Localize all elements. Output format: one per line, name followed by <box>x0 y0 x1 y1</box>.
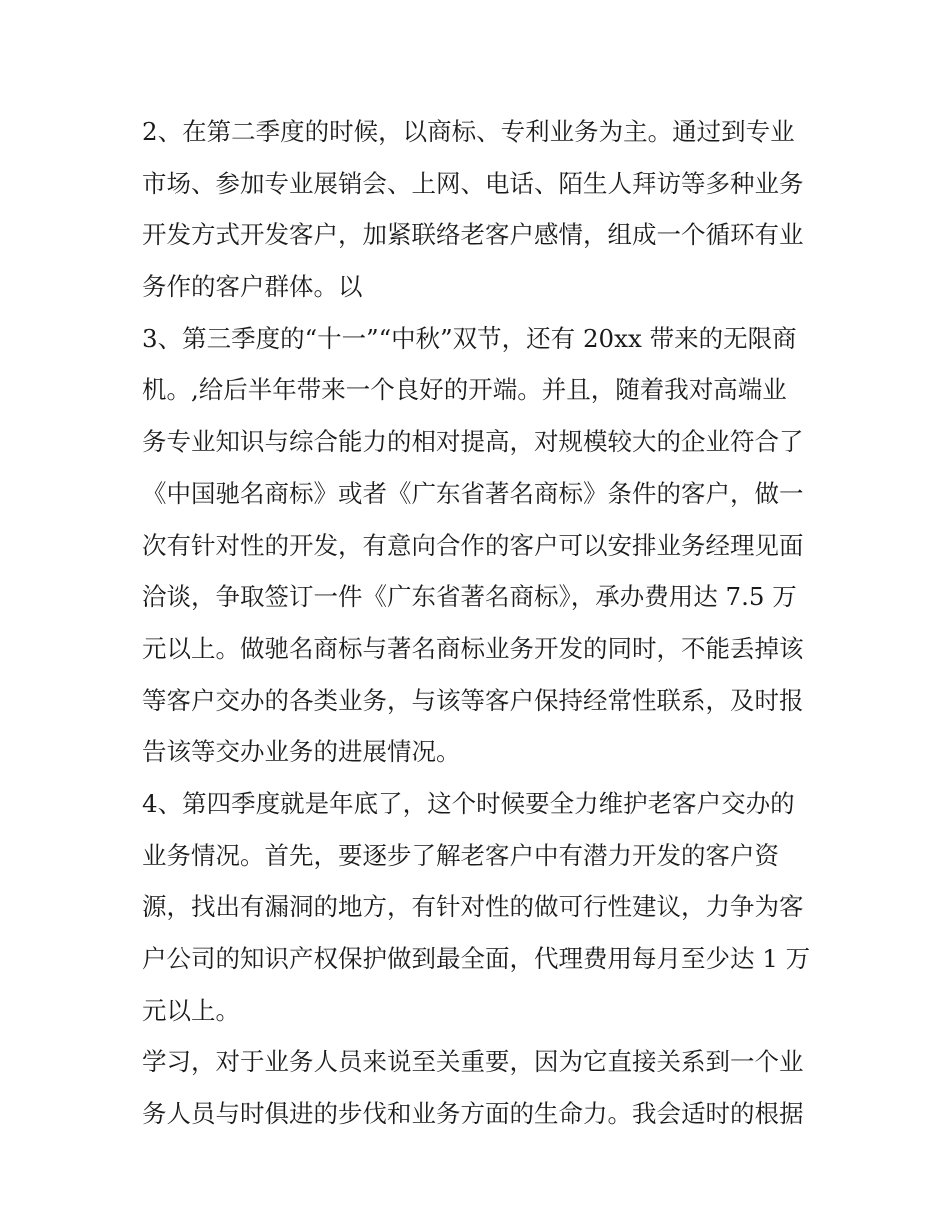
text-line: 次有针对性的开发，有意向合作的客户可以安排业务经理见面 <box>142 530 804 560</box>
text-line: 务作的客户群体。以 <box>142 272 363 302</box>
text-line: 业务情况。首先，要逐步了解老客户中有潜力开发的客户资 <box>142 840 779 870</box>
text-line: 户公司的知识产权保护做到最全面，代理费用每月至少达 1 万 <box>142 944 811 973</box>
text-line: 3、第三季度的“十一”“中秋”双节，还有 20xx 带来的无限商 <box>142 323 797 353</box>
text-line: 元以上。 <box>142 995 240 1025</box>
text-line: 开发方式开发客户，加紧联络老客户感情，组成一个循环有业 <box>142 220 804 250</box>
text-line: 务专业知识与综合能力的相对提高，对规模较大的企业符合了 <box>142 427 804 457</box>
text-line: 市场、参加专业展销会、上网、电话、陌生人拜访等多种业务 <box>142 168 804 198</box>
text-line: 2、在第二季度的时候，以商标、专利业务为主。通过到专业 <box>142 117 795 146</box>
text-line: 元以上。做驰名商标与著名商标业务开发的同时，不能丢掉该 <box>142 633 804 663</box>
text-line: 4、第四季度就是年底了，这个时候要全力维护老客户交办的 <box>142 788 795 818</box>
text-line: 《中国驰名商标》或者《广东省著名商标》条件的客户，做一 <box>142 478 804 508</box>
text-line: 源，找出有漏洞的地方，有针对性的做可行性建议，力争为客 <box>142 892 804 922</box>
text-line: 洽谈，争取签订一件《广东省著名商标》，承办费用达 7.5 万 <box>142 582 797 612</box>
text-line: 告该等交办业务的进展情况。 <box>142 737 461 767</box>
text-line: 等客户交办的各类业务，与该等客户保持经常性联系，及时报 <box>142 685 804 715</box>
text-line: 务人员与时俱进的步伐和业务方面的生命力。我会适时的根据 <box>142 1099 804 1129</box>
text-line: 机。,给后半年带来一个良好的开端。并且，随着我对高端业 <box>142 375 787 405</box>
document-body <box>142 106 818 1140</box>
text-line: 学习，对于业务人员来说至关重要，因为它直接关系到一个业 <box>142 1047 804 1077</box>
